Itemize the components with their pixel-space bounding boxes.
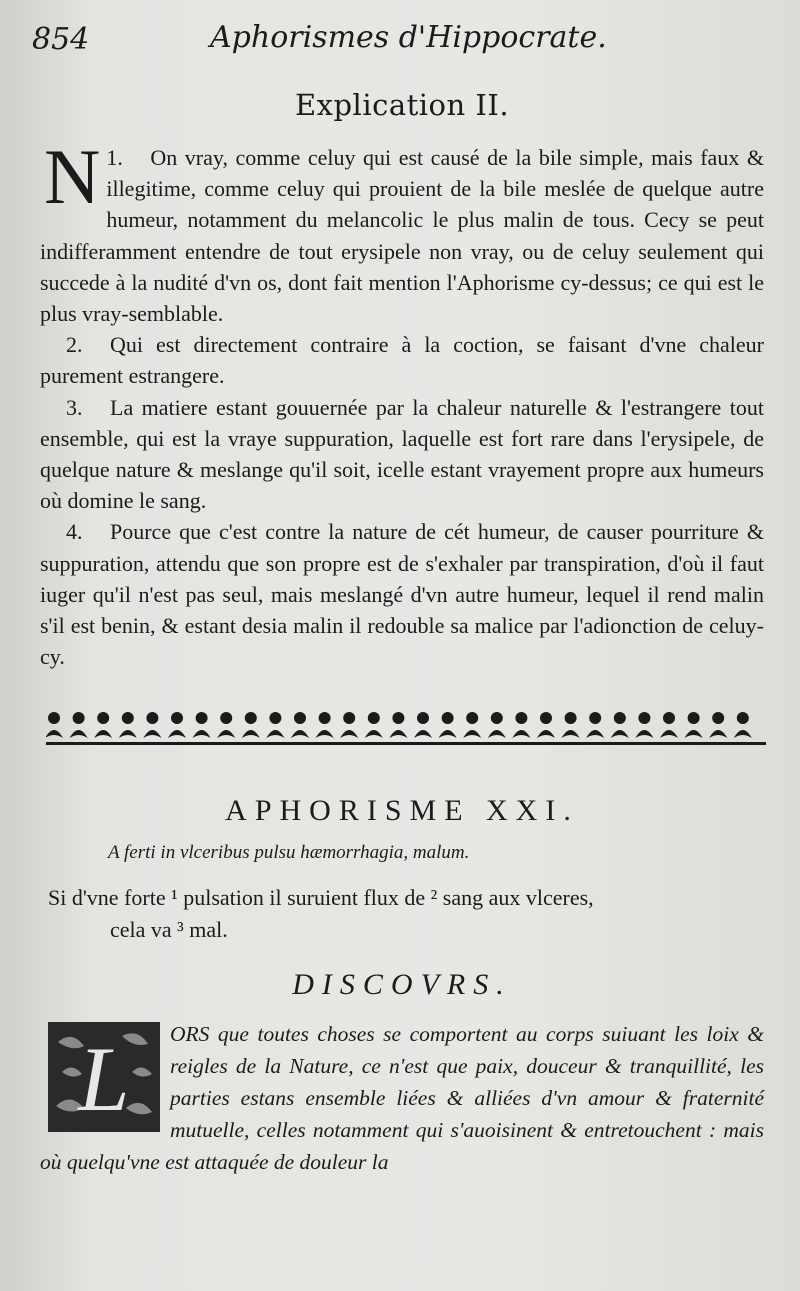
fleuron-bud [122,712,134,724]
fleuron-baseline [46,742,766,745]
fleuron-bud [515,712,527,724]
fleuron-bud [491,712,503,724]
fleuron-bud [638,712,650,724]
fleuron-bud [737,712,749,724]
fleuron-bud [220,712,232,724]
fleuron-bud [466,712,478,724]
fleuron-bud [368,712,380,724]
fleuron-leaf [119,730,137,738]
fleuron-leaf [365,730,383,738]
fleuron-bud [196,712,208,724]
fleuron-bud [442,712,454,724]
fleuron-bud [565,712,577,724]
fleuron-bud [97,712,109,724]
fleuron-leaf [734,730,752,738]
page-header [32,18,764,66]
note-text: Qui est directement contraire à la coction, se faisant d'vne chaleur purement estrangere. [40,332,764,389]
french-line-2: cela va ³ mal. [110,917,228,943]
fleuron-bud [171,712,183,724]
note-number: 1. [106,145,123,170]
fleuron-bud [48,712,60,724]
fleuron-bud [688,712,700,724]
fleuron-leaf [414,730,432,738]
fleuron-leaf [46,730,63,738]
fleuron-ornament-band [46,708,766,750]
fleuron-bud [417,712,429,724]
fleuron-leaf [193,730,211,738]
french-translation [48,882,764,946]
fleuron-bud [73,712,85,724]
fleuron-leaf [439,730,457,738]
fleuron-leaf [512,730,530,738]
fleuron-leaf [709,730,727,738]
note-text: Pource que c'est contre la nature de cét humeur, de causer pourriture & suppuration, attendu que son propre est de s'exhaler par transpiration, d'où il faut iuger qu'il n'est pas seul, mais meslangé d'vn autre humeur, lequel il rend malin s'il est benin, & estant desia malin il redouble sa malice par l'adionction de celuy-cy. [40,519,764,670]
fleuron-leaf [94,730,112,738]
note-4 [40,516,764,672]
fleuron-leaf [266,730,284,738]
fleuron-leaf [340,730,358,738]
fleuron-leaf [488,730,506,738]
fleuron-leaf [635,730,653,738]
discours-title: DISCOVRS. [292,968,512,1002]
aphorisme-title: APHORISME XXI. [225,794,579,828]
running-title: Aphorismes d'Hippocrate. [210,20,607,55]
fleuron-bud [589,712,601,724]
note-1 [40,133,764,329]
note-text: La matiere estant gouuernée par la chaleur naturelle & l'estrangere tout ensemble, qui est la vraye suppuration, laquelle est fort rare dans l'erysipele, de quelque nature & meslange qu'il soit, icelle estant vrayement propre aux humeurs où domine le sang. [40,394,764,514]
page-number: 854 [32,22,90,57]
fleuron-leaf [389,730,407,738]
fleuron-leaf [217,730,235,738]
fleuron-leaf [537,730,555,738]
fleuron-bud [343,712,355,724]
fleuron-bud [540,712,552,724]
fleuron-bud [663,712,675,724]
discours-text [40,1018,764,1178]
note-3 [40,392,764,517]
fleuron-leaf [463,730,481,738]
fleuron-leaf [168,730,186,738]
note-2 [40,329,764,391]
fleuron-leaf [143,730,161,738]
fleuron-leaf [660,730,678,738]
decorated-initial-l [48,1022,160,1132]
fleuron-leaf [611,730,629,738]
latin-aphorism: A ferti in vlceribus pulsu hæmorrhagia, malum. [108,842,470,864]
french-line-1: Si d'vne forte ¹ pulsation il suruient flux de ² sang aux vlceres, [48,885,594,911]
fleuron-leaf [562,730,580,738]
drop-cap-n: N [44,133,101,220]
discours-body: ORS que toutes choses se comportent au corps suiuant les loix & reigles de la Nature, ce n'est que paix, douceur & tranquillité, les parties estans ensemble liées & alliées d'vn amour & fraternité mutuelle, celles notamment qui s'auoisinent & entretouchent : mais où quelqu'vne est attaquée de douleur la [40,1022,764,1175]
note-number: 2. [66,332,83,358]
fleuron-leaf [70,730,88,738]
fleuron-leaf [242,730,260,738]
drop-letter: L [78,1028,130,1131]
fleuron-bud [712,712,724,724]
note-number: 3. [66,394,83,420]
fleuron-bud [269,712,281,724]
note-text: On vray, comme celuy qui est causé de la bile simple, mais faux & illegitime, comme celuy qui prouient de la bile meslée de quelque autre humeur, notamment du melancolic le plus malin de tous. Cecy se peut indifferamment entendre de tout erysipele non vray, ou de celuy seulement qui succede à la nudité d'vn os, dont fait mention l'Aphorisme cy-dessus; ce qui est le plus vray-semblable. [40,145,764,327]
fleuron-leaf [316,730,334,738]
fleuron-bud [319,712,331,724]
fleuron-bud [614,712,626,724]
note-number: 4. [66,519,83,545]
fleuron-leaf [586,730,604,738]
fleuron-bud [146,712,158,724]
fleuron-leaf [685,730,703,738]
fleuron-bud [294,712,306,724]
fleuron-bud [392,712,404,724]
explication-title: Explication II. [294,88,510,122]
fleuron-leaf [291,730,309,738]
fleuron-bud [245,712,257,724]
